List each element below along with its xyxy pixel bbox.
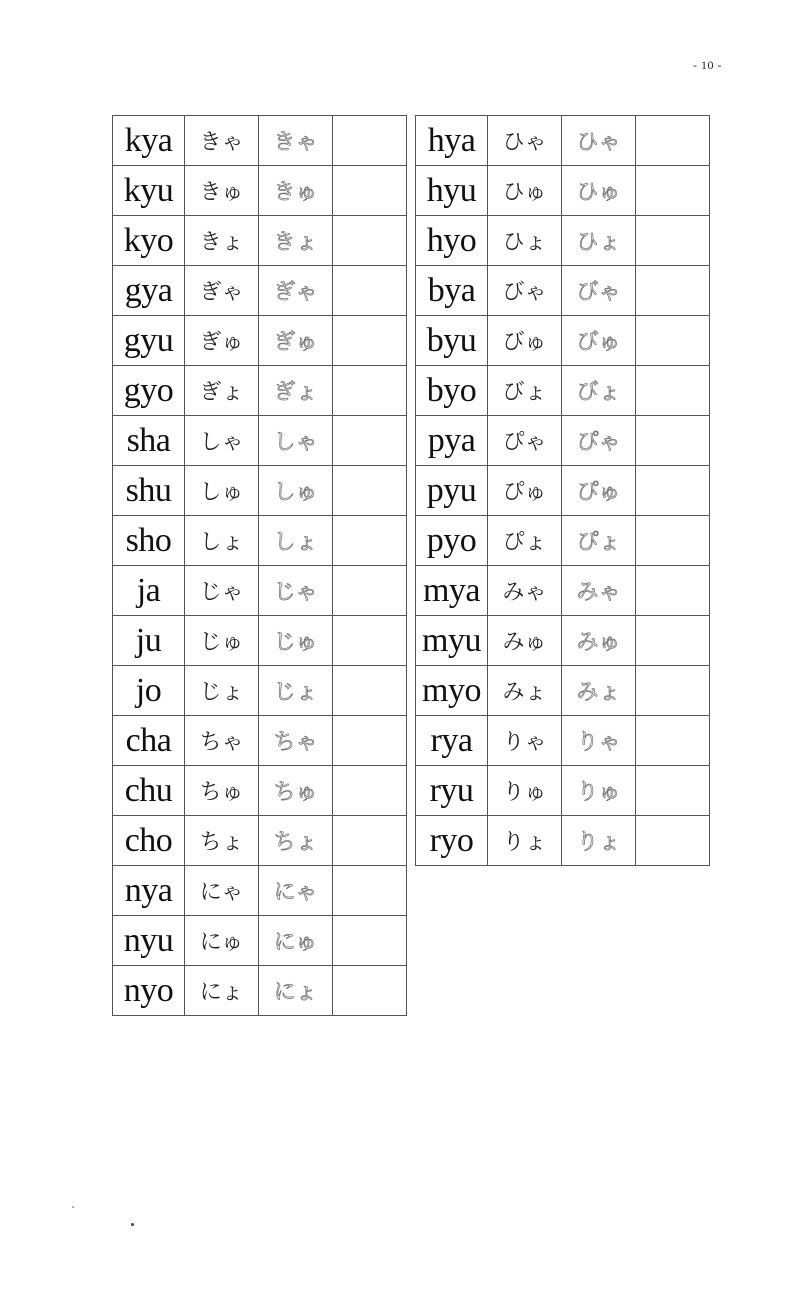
kana-cell: ちゃ bbox=[185, 716, 259, 766]
romaji-cell: mya bbox=[416, 566, 488, 616]
table-row bbox=[416, 216, 710, 266]
romaji-cell: nyu bbox=[113, 916, 185, 966]
left-table-body bbox=[113, 116, 407, 1016]
kana-cell: ひょ bbox=[488, 216, 562, 266]
practice-blank-cell bbox=[636, 166, 710, 216]
kana-cell: にゃ bbox=[185, 866, 259, 916]
kana-cell: にょ bbox=[185, 966, 259, 1016]
romaji-cell: myu bbox=[416, 616, 488, 666]
trace-kana-cell: ひゅ bbox=[562, 166, 636, 216]
table-row bbox=[113, 216, 407, 266]
romaji-cell: rya bbox=[416, 716, 488, 766]
table-row bbox=[113, 766, 407, 816]
trace-kana-cell: ぎゃ bbox=[259, 266, 333, 316]
practice-blank-cell bbox=[333, 566, 407, 616]
trace-kana-cell: びょ bbox=[562, 366, 636, 416]
page-number: - 10 - bbox=[693, 58, 722, 72]
practice-blank-cell bbox=[333, 516, 407, 566]
table-row bbox=[113, 416, 407, 466]
romaji-cell: sho bbox=[113, 516, 185, 566]
kana-cell: じょ bbox=[185, 666, 259, 716]
trace-kana-cell: にょ bbox=[259, 966, 333, 1016]
table-row bbox=[113, 516, 407, 566]
practice-blank-cell bbox=[333, 616, 407, 666]
romaji-cell: pyo bbox=[416, 516, 488, 566]
romaji-cell: gyo bbox=[113, 366, 185, 416]
kana-cell: きゃ bbox=[185, 116, 259, 166]
right-kana-table bbox=[415, 115, 710, 866]
kana-cell: びゅ bbox=[488, 316, 562, 366]
kana-cell: じゃ bbox=[185, 566, 259, 616]
romaji-cell: pya bbox=[416, 416, 488, 466]
practice-blank-cell bbox=[636, 716, 710, 766]
practice-blank-cell bbox=[333, 716, 407, 766]
table-row bbox=[416, 766, 710, 816]
kana-cell: ぴょ bbox=[488, 516, 562, 566]
kana-cell: しょ bbox=[185, 516, 259, 566]
practice-blank-cell bbox=[333, 316, 407, 366]
trace-kana-cell: ぴゅ bbox=[562, 466, 636, 516]
table-row bbox=[113, 816, 407, 866]
kana-cell: しゃ bbox=[185, 416, 259, 466]
romaji-cell: hya bbox=[416, 116, 488, 166]
trace-kana-cell: ひゃ bbox=[562, 116, 636, 166]
trace-kana-cell: ぴゃ bbox=[562, 416, 636, 466]
kana-cell: きゅ bbox=[185, 166, 259, 216]
romaji-cell: jo bbox=[113, 666, 185, 716]
romaji-cell: ju bbox=[113, 616, 185, 666]
romaji-cell: sha bbox=[113, 416, 185, 466]
table-row bbox=[113, 566, 407, 616]
trace-kana-cell: ちょ bbox=[259, 816, 333, 866]
kana-cell: びょ bbox=[488, 366, 562, 416]
practice-blank-cell bbox=[636, 516, 710, 566]
table-row bbox=[416, 466, 710, 516]
kana-cell: ぎゃ bbox=[185, 266, 259, 316]
romaji-cell: ryo bbox=[416, 816, 488, 866]
romaji-cell: cho bbox=[113, 816, 185, 866]
trace-kana-cell: ぴょ bbox=[562, 516, 636, 566]
table-row bbox=[416, 666, 710, 716]
romaji-cell: nya bbox=[113, 866, 185, 916]
table-row bbox=[113, 316, 407, 366]
table-row bbox=[416, 366, 710, 416]
table-row bbox=[416, 716, 710, 766]
table-row bbox=[113, 916, 407, 966]
trace-kana-cell: ちゅ bbox=[259, 766, 333, 816]
romaji-cell: byu bbox=[416, 316, 488, 366]
trace-kana-cell: きゅ bbox=[259, 166, 333, 216]
trace-kana-cell: りょ bbox=[562, 816, 636, 866]
romaji-cell: gya bbox=[113, 266, 185, 316]
trace-kana-cell: びゃ bbox=[562, 266, 636, 316]
trace-kana-cell: しょ bbox=[259, 516, 333, 566]
table-row bbox=[416, 816, 710, 866]
table-row bbox=[113, 116, 407, 166]
romaji-cell: cha bbox=[113, 716, 185, 766]
table-row bbox=[416, 116, 710, 166]
practice-blank-cell bbox=[333, 916, 407, 966]
practice-blank-cell bbox=[333, 216, 407, 266]
kana-cell: りゃ bbox=[488, 716, 562, 766]
table-row bbox=[416, 266, 710, 316]
romaji-cell: ryu bbox=[416, 766, 488, 816]
practice-blank-cell bbox=[636, 766, 710, 816]
romaji-cell: nyo bbox=[113, 966, 185, 1016]
table-row bbox=[416, 316, 710, 366]
practice-blank-cell bbox=[636, 816, 710, 866]
romaji-cell: gyu bbox=[113, 316, 185, 366]
kana-cell: ぴゅ bbox=[488, 466, 562, 516]
trace-kana-cell: しゃ bbox=[259, 416, 333, 466]
practice-blank-cell bbox=[636, 316, 710, 366]
scan-speck bbox=[72, 1206, 74, 1208]
practice-blank-cell bbox=[333, 116, 407, 166]
table-row bbox=[113, 166, 407, 216]
right-table-body bbox=[416, 116, 710, 866]
romaji-cell: pyu bbox=[416, 466, 488, 516]
kana-cell: みょ bbox=[488, 666, 562, 716]
table-row bbox=[113, 466, 407, 516]
trace-kana-cell: じゃ bbox=[259, 566, 333, 616]
practice-blank-cell bbox=[333, 166, 407, 216]
trace-kana-cell: じょ bbox=[259, 666, 333, 716]
practice-blank-cell bbox=[333, 366, 407, 416]
trace-kana-cell: ぎゅ bbox=[259, 316, 333, 366]
table-row bbox=[113, 616, 407, 666]
kana-cell: みゃ bbox=[488, 566, 562, 616]
practice-blank-cell bbox=[636, 666, 710, 716]
practice-blank-cell bbox=[333, 416, 407, 466]
practice-blank-cell bbox=[333, 966, 407, 1016]
table-row bbox=[416, 566, 710, 616]
table-row bbox=[113, 666, 407, 716]
practice-blank-cell bbox=[333, 816, 407, 866]
practice-blank-cell bbox=[636, 216, 710, 266]
trace-kana-cell: ひょ bbox=[562, 216, 636, 266]
romaji-cell: kyo bbox=[113, 216, 185, 266]
trace-kana-cell: みょ bbox=[562, 666, 636, 716]
practice-blank-cell bbox=[636, 566, 710, 616]
kana-cell: じゅ bbox=[185, 616, 259, 666]
trace-kana-cell: ちゃ bbox=[259, 716, 333, 766]
romaji-cell: kyu bbox=[113, 166, 185, 216]
trace-kana-cell: じゅ bbox=[259, 616, 333, 666]
practice-blank-cell bbox=[636, 466, 710, 516]
trace-kana-cell: りゃ bbox=[562, 716, 636, 766]
trace-kana-cell: しゅ bbox=[259, 466, 333, 516]
table-row bbox=[416, 616, 710, 666]
kana-cell: ぴゃ bbox=[488, 416, 562, 466]
practice-blank-cell bbox=[636, 366, 710, 416]
practice-blank-cell bbox=[636, 416, 710, 466]
practice-blank-cell bbox=[333, 866, 407, 916]
practice-blank-cell bbox=[333, 766, 407, 816]
kana-cell: きょ bbox=[185, 216, 259, 266]
scan-speck bbox=[131, 1223, 134, 1226]
table-row bbox=[113, 966, 407, 1016]
left-kana-table bbox=[112, 115, 407, 1016]
romaji-cell: shu bbox=[113, 466, 185, 516]
table-row bbox=[113, 366, 407, 416]
table-row bbox=[113, 266, 407, 316]
table-row bbox=[113, 716, 407, 766]
practice-blank-cell bbox=[333, 266, 407, 316]
kana-cell: りゅ bbox=[488, 766, 562, 816]
kana-cell: ぎゅ bbox=[185, 316, 259, 366]
kana-cell: ちゅ bbox=[185, 766, 259, 816]
kana-cell: にゅ bbox=[185, 916, 259, 966]
kana-cell: ひゅ bbox=[488, 166, 562, 216]
trace-kana-cell: みゅ bbox=[562, 616, 636, 666]
practice-blank-cell bbox=[333, 466, 407, 516]
kana-cell: ちょ bbox=[185, 816, 259, 866]
romaji-cell: myo bbox=[416, 666, 488, 716]
practice-blank-cell bbox=[333, 666, 407, 716]
practice-blank-cell bbox=[636, 266, 710, 316]
table-row bbox=[113, 866, 407, 916]
trace-kana-cell: びゅ bbox=[562, 316, 636, 366]
romaji-cell: chu bbox=[113, 766, 185, 816]
practice-blank-cell bbox=[636, 616, 710, 666]
romaji-cell: bya bbox=[416, 266, 488, 316]
practice-blank-cell bbox=[636, 116, 710, 166]
romaji-cell: ja bbox=[113, 566, 185, 616]
romaji-cell: hyo bbox=[416, 216, 488, 266]
trace-kana-cell: にゃ bbox=[259, 866, 333, 916]
romaji-cell: kya bbox=[113, 116, 185, 166]
trace-kana-cell: きゃ bbox=[259, 116, 333, 166]
trace-kana-cell: ぎょ bbox=[259, 366, 333, 416]
trace-kana-cell: にゅ bbox=[259, 916, 333, 966]
kana-cell: しゅ bbox=[185, 466, 259, 516]
table-row bbox=[416, 416, 710, 466]
kana-cell: びゃ bbox=[488, 266, 562, 316]
table-row bbox=[416, 516, 710, 566]
kana-cell: ぎょ bbox=[185, 366, 259, 416]
kana-cell: みゅ bbox=[488, 616, 562, 666]
kana-cell: りょ bbox=[488, 816, 562, 866]
trace-kana-cell: きょ bbox=[259, 216, 333, 266]
table-row bbox=[416, 166, 710, 216]
romaji-cell: byo bbox=[416, 366, 488, 416]
trace-kana-cell: りゅ bbox=[562, 766, 636, 816]
romaji-cell: hyu bbox=[416, 166, 488, 216]
trace-kana-cell: みゃ bbox=[562, 566, 636, 616]
kana-cell: ひゃ bbox=[488, 116, 562, 166]
